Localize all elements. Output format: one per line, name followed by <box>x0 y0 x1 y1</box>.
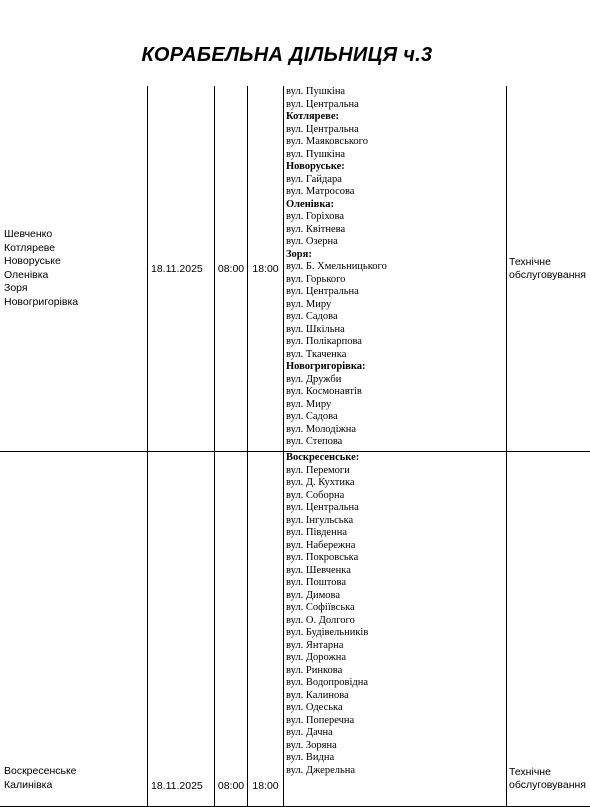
street-name: вул. Садова <box>286 311 506 324</box>
street-name: вул. Молодіжна <box>286 424 506 437</box>
date-cell: 18.11.2025 <box>148 86 215 452</box>
end-time-cell: 18:00 <box>248 86 284 452</box>
settlement-heading: Котляреве: <box>286 111 506 124</box>
street-name: вул. Калинова <box>286 690 506 703</box>
work-type-cell: Технічне обслуговування <box>507 452 590 807</box>
settlement-heading: Новогригорівка: <box>286 361 506 374</box>
settlement-name: Шевченко <box>4 228 147 242</box>
street-name: вул. Миру <box>286 399 506 412</box>
street-name: вул. Ринкова <box>286 665 506 678</box>
street-name: вул. Перемоги <box>286 465 506 478</box>
work-type-cell: Технічне обслуговування <box>507 86 590 452</box>
street-name: вул. Горіхова <box>286 211 506 224</box>
street-name: вул. Одеська <box>286 702 506 715</box>
street-name: вул. Б. Хмельницького <box>286 261 506 274</box>
settlements-cell <box>0 86 148 452</box>
street-name: вул. Інгульська <box>286 515 506 528</box>
street-name: вул. Космонавтів <box>286 386 506 399</box>
settlement-heading: Новоруське: <box>286 161 506 174</box>
street-name: вул. Водопровідна <box>286 677 506 690</box>
street-name: вул. Садова <box>286 411 506 424</box>
table-row <box>0 452 590 807</box>
settlement-name: Котляреве <box>4 242 147 256</box>
street-name: вул. Шкільна <box>286 324 506 337</box>
street-name: вул. Центральна <box>286 502 506 515</box>
settlement-name: Новогригорівка <box>4 296 147 310</box>
start-time-cell: 08:00 <box>215 86 248 452</box>
street-name: вул. Янтарна <box>286 640 506 653</box>
street-name: вул. Центральна <box>286 286 506 299</box>
street-name: вул. Пушкіна <box>286 86 506 99</box>
street-name: вул. Зоряна <box>286 740 506 753</box>
settlement-heading: Воскресенське: <box>286 452 506 465</box>
schedule-table <box>0 86 590 807</box>
street-name: вул. Поштова <box>286 577 506 590</box>
end-time-cell: 18:00 <box>248 452 284 807</box>
street-name: вул. Покровська <box>286 552 506 565</box>
settlement-heading: Зоря: <box>286 249 506 262</box>
settlements-cell <box>0 452 148 807</box>
street-name: вул. Центральна <box>286 99 506 112</box>
street-name: вул. Д. Кухтика <box>286 477 506 490</box>
street-name: вул. Будівельників <box>286 627 506 640</box>
start-time-cell: 08:00 <box>215 452 248 807</box>
street-name: вул. Маяковського <box>286 136 506 149</box>
street-name: вул. Дачна <box>286 727 506 740</box>
street-name: вул. Дорожна <box>286 652 506 665</box>
street-name: вул. Гайдара <box>286 174 506 187</box>
street-name: вул. Горького <box>286 274 506 287</box>
street-name: вул. Миру <box>286 299 506 312</box>
street-name: вул. Матросова <box>286 186 506 199</box>
street-name: вул. Південна <box>286 527 506 540</box>
street-name: вул. Набережна <box>286 540 506 553</box>
street-name: вул. Озерна <box>286 236 506 249</box>
street-name: вул. Ткаченка <box>286 349 506 362</box>
settlement-name: Зоря <box>4 282 147 296</box>
settlement-heading: Оленівка: <box>286 199 506 212</box>
street-name: вул. Поперечна <box>286 715 506 728</box>
street-name: вул. Дружби <box>286 374 506 387</box>
page-title: КОРАБЕЛЬНА ДІЛЬНИЦЯ ч.3 <box>0 44 574 67</box>
street-name: вул. Джерельна <box>286 765 506 778</box>
settlement-name: Калинівка <box>4 779 147 793</box>
street-name: вул. Софіївська <box>286 602 506 615</box>
street-name: вул. Полікарпова <box>286 336 506 349</box>
street-name: вул. Соборна <box>286 490 506 503</box>
street-name: вул. Видна <box>286 752 506 765</box>
street-name: вул. Пушкіна <box>286 149 506 162</box>
streets-cell <box>284 86 507 452</box>
street-name: вул. Степова <box>286 436 506 449</box>
street-name: вул. Шевченка <box>286 565 506 578</box>
table-row <box>0 86 590 452</box>
street-name: вул. Квітнева <box>286 224 506 237</box>
settlement-name: Оленівка <box>4 269 147 283</box>
date-cell: 18.11.2025 <box>148 452 215 807</box>
street-name: вул. О. Долгого <box>286 615 506 628</box>
schedule-table-body <box>0 86 590 807</box>
streets-cell <box>284 452 507 807</box>
street-name: вул. Димова <box>286 590 506 603</box>
street-name: вул. Центральна <box>286 124 506 137</box>
settlement-name: Воскресенське <box>4 765 147 779</box>
settlement-name: Новоруське <box>4 255 147 269</box>
